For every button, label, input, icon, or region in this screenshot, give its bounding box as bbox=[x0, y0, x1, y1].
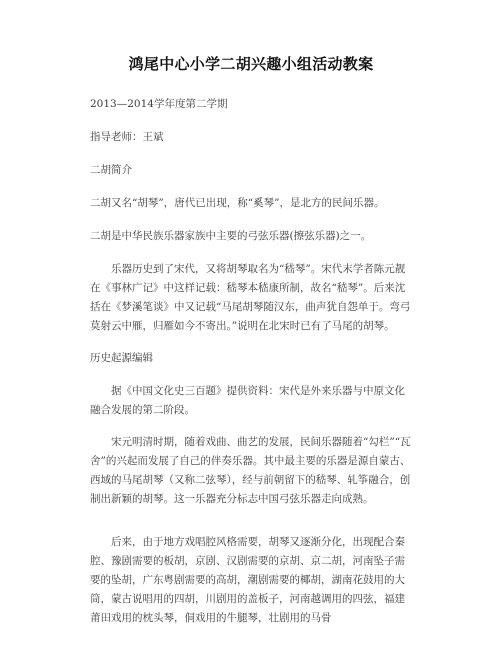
section-heading-intro: 二胡简介 bbox=[90, 164, 132, 176]
paragraph-origin-3: 后来，由于地方戏唱腔风格需要，胡琴又逐渐分化，出现配合秦腔、豫剧需要的板胡，京剧、汉剧需要的京胡、京二胡，河南坠子需要的坠胡，广东粤剧需要的高胡，潮剧需要的椰胡，湖南花鼓用的大筒，蒙古说唱用的四胡，川剧用的盖板子，河南越调用的四弦，福建莆田戏用的枕头琴，侗戏用的牛腿琴，壮剧用的马骨 bbox=[90, 536, 405, 624]
paragraph-origin-1: 据《中国文化史三百题》提供资料：宋代是外来乐器与中原文化融合发展的第二阶段。 bbox=[90, 385, 405, 416]
teacher-line: 指导老师：王斌 bbox=[90, 131, 164, 143]
paragraph-intro-2: 二胡是中华民族乐器家族中主要的弓弦乐器(擦弦乐器)之一。 bbox=[90, 230, 372, 242]
section-heading-origin: 历史起源编辑 bbox=[90, 352, 153, 364]
document-title: 鸿尾中心小学二胡兴趣小组活动教案 bbox=[128, 55, 374, 73]
paragraph-history: 乐器历史到了宋代，又将胡琴取名为“嵇琴”。宋代末学者陈元靓在《事林广记》中这样记载：嵇琴本嵇康所制，故名“嵇琴”。后来沈括在《梦溪笔谈》中又记载“马尾胡琴随汉东，曲声犹自怨单于。弯弓莫射云中雁，归雁如今不寄出。”说明在北宋时已有了马尾的胡琴。 bbox=[90, 263, 411, 332]
paragraph-intro-1: 二胡又名“胡琴”，唐代已出现，称“奚琴”，是北方的民间乐器。 bbox=[90, 197, 385, 209]
paragraph-origin-2: 宋元明清时期，随着戏曲、曲艺的发展，民间乐器随着“勾栏”“瓦舍”的兴起而发展了自己的伴奏乐器。其中最主要的乐器是源自蒙古、西域的马尾胡琴（又称二弦琴），经与前朝留下的嵇琴、轧筝融合，创制出新颖的胡琴。这一乐器充分标志中国弓弦乐器走向成熟。 bbox=[90, 436, 411, 505]
semester-line: 2013—2014学年度第二学期 bbox=[90, 98, 228, 110]
